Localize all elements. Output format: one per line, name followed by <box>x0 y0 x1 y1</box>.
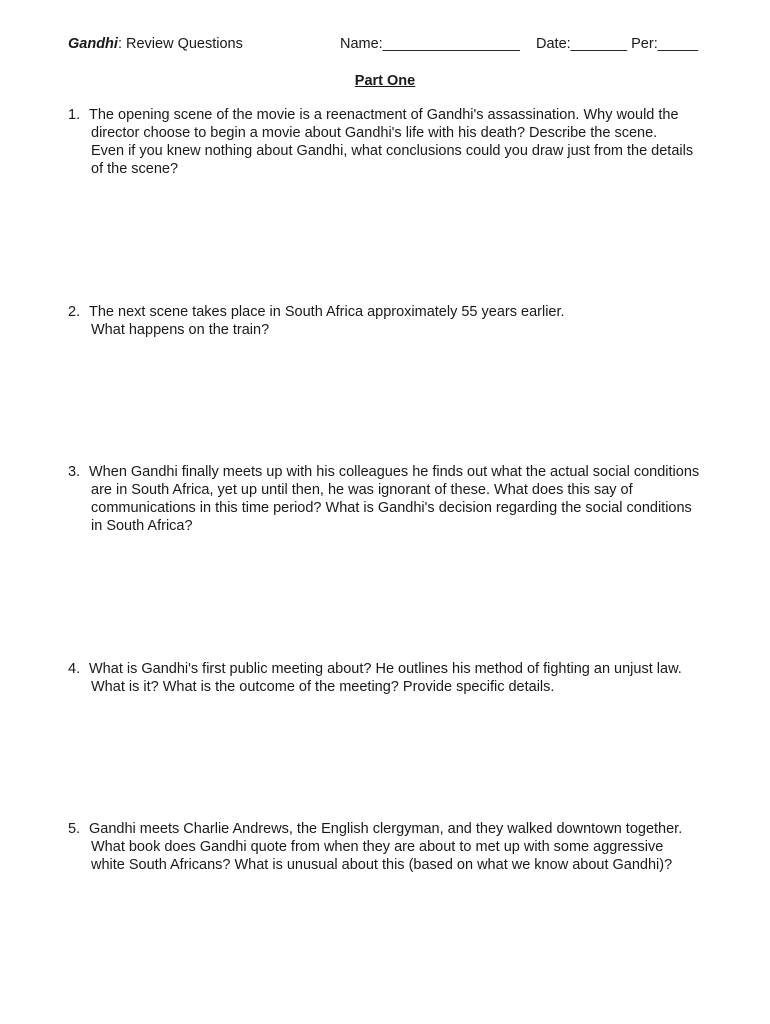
question-number: 3. <box>68 464 81 480</box>
worksheet-header <box>68 34 708 54</box>
question-line: white South Africans? What is unusual about this (based on what we know about Gandhi)? <box>91 857 673 873</box>
question-line: communications in this time period? What is Gandhi's decision regarding the social conditions <box>91 500 692 516</box>
question-line: of the scene? <box>91 161 179 177</box>
question-line: director choose to begin a movie about Gandhi's life with his death? Describe the scene. <box>91 125 658 141</box>
question-line: Even if you knew nothing about Gandhi, what conclusions could you draw just from the details <box>91 143 694 159</box>
question-line: in South Africa? <box>91 518 193 534</box>
question-number: 1. <box>68 107 81 123</box>
question-line <box>68 660 728 678</box>
question-line: What book does Gandhi quote from when they are about to met up with some aggressive <box>91 839 664 855</box>
name-field: Name:_________________ <box>340 36 520 52</box>
question-text: When Gandhi finally meets up with his colleagues he finds out what the actual social conditions <box>89 464 700 480</box>
worksheet-title <box>68 34 243 54</box>
title-suffix: : Review Questions <box>117 36 243 52</box>
question-text: The next scene takes place in South Africa approximately 55 years earlier. <box>89 304 565 320</box>
part-title: Part One <box>354 73 416 89</box>
question-line <box>68 820 728 838</box>
question-text: Gandhi meets Charlie Andrews, the English clergyman, and they walked downtown together. <box>89 821 683 837</box>
question-number: 5. <box>68 821 81 837</box>
movie-title: Gandhi <box>68 36 118 52</box>
question-text: The opening scene of the movie is a reenactment of Gandhi's assassination. Why would the <box>89 107 679 123</box>
question-line: What is it? What is the outcome of the meeting? Provide specific details. <box>91 679 555 695</box>
question-line: are in South Africa, yet up until then, he was ignorant of these. What does this say of <box>91 482 633 498</box>
question-number: 4. <box>68 661 81 677</box>
question-line: What happens on the train? <box>91 322 270 338</box>
question-2 <box>68 303 728 339</box>
question-1 <box>68 106 728 178</box>
question-5 <box>68 820 728 874</box>
question-4 <box>68 660 728 696</box>
question-line <box>68 106 728 124</box>
question-line <box>68 463 728 481</box>
question-text: What is Gandhi's first public meeting about? He outlines his method of fighting an unjust law. <box>89 661 682 677</box>
question-line <box>68 303 728 321</box>
date-period-field: Date:_______ Per:_____ <box>536 36 699 52</box>
question-3 <box>68 463 728 535</box>
question-number: 2. <box>68 304 81 320</box>
